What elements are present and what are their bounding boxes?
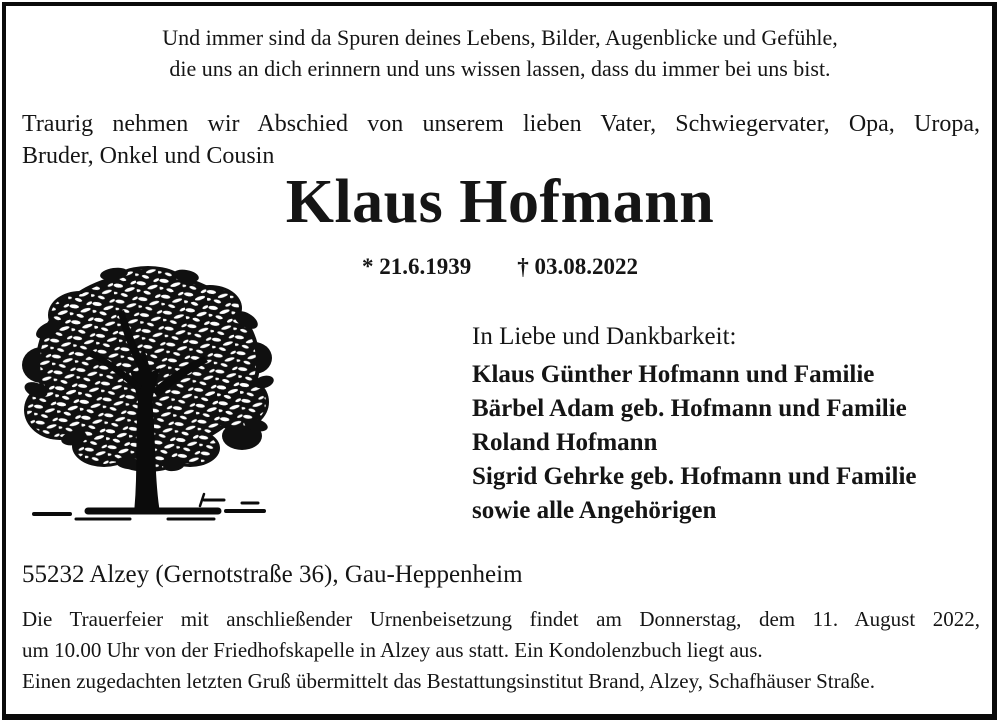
deceased-name: Klaus Hofmann — [285, 168, 715, 236]
mourner-line: Roland Hofmann — [472, 429, 658, 456]
epigraph-line: Und immer sind da Spuren deines Lebens, Bilder, Augenblicke und Gefühle, — [162, 25, 838, 50]
epigraph — [20, 22, 980, 84]
born-symbol: * — [362, 254, 374, 279]
death-date-value: 03.08.2022 — [534, 254, 638, 279]
tribute-heading: In Liebe und Dankbarkeit: — [472, 323, 737, 350]
birth-date-value: 21.6.1939 — [379, 254, 472, 279]
funeral-line: Einen zugedachten letzten Gruß übermittelt das Bestattungsinstitut Brand, Alzey, Schafhäuser Straße. — [22, 669, 875, 693]
funeral-info — [22, 604, 980, 697]
mourner-line: sowie alle Angehörigen — [472, 497, 717, 524]
address-line: 55232 Alzey (Gernotstraße 36), Gau-Heppenheim — [22, 561, 523, 588]
intro-line: Traurig nehmen wir Abschied von unserem lieben Vater, Schwiegervater, Opa, Uropa, — [22, 111, 980, 137]
mourner-line: Sigrid Gehrke geb. Hofmann und Familie — [472, 463, 917, 490]
dagger-symbol: † — [517, 254, 529, 279]
tree-woodcut-icon — [18, 260, 276, 528]
birth-date — [362, 253, 471, 281]
intro-line: Bruder, Onkel und Cousin — [22, 143, 275, 169]
funeral-line: um 10.00 Uhr von der Friedhofskapelle in Alzey aus statt. Ein Kondolenzbuch liegt aus. — [22, 638, 763, 662]
mourners-list — [472, 358, 976, 528]
mourner-line: Klaus Günther Hofmann und Familie — [472, 361, 875, 388]
funeral-line: Die Trauerfeier mit anschließender Urnenbeisetzung findet am Donnerstag, dem 11. August 2022, — [22, 607, 980, 631]
epigraph-line: die uns an dich erinnern und uns wissen lassen, dass du immer bei uns bist. — [169, 56, 831, 81]
death-date — [517, 253, 638, 281]
intro-paragraph — [22, 108, 980, 172]
mourner-line: Bärbel Adam geb. Hofmann und Familie — [472, 395, 907, 422]
